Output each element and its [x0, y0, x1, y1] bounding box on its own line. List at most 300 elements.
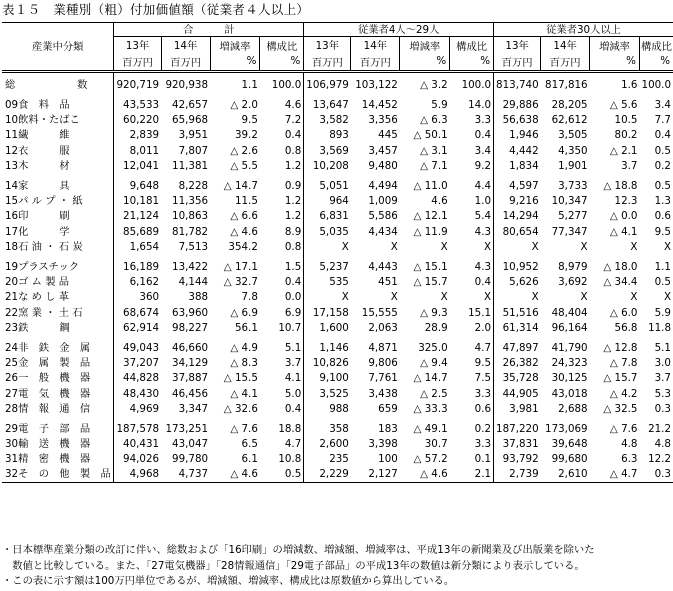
cell-tc: 0.4 — [260, 128, 304, 143]
cell-l14: 43,018 — [551, 387, 588, 400]
cell-l14: 99,680 — [551, 453, 588, 466]
table-row — [2, 224, 673, 239]
cell-tr: 56.1 — [234, 322, 258, 335]
cell-lc: 5.3 — [654, 387, 671, 400]
cell-lr: △ 0.0 — [609, 210, 638, 223]
cell-l13: 44,905 — [502, 387, 539, 400]
composition-header: 構成比 — [266, 40, 298, 53]
cell-t13: 2,839 — [129, 129, 160, 142]
group-small-header: 従業者4人～29人 — [304, 23, 494, 37]
cell-s13: 893 — [329, 129, 349, 142]
industry-name: 18石 油 ・ 石 炭 — [2, 240, 114, 255]
cell-t14: 13,422 — [172, 260, 209, 273]
cell-tc: 8.9 — [260, 224, 304, 239]
cell-t13: 44,828 — [123, 372, 160, 385]
industry-name: 総 数 — [2, 72, 114, 92]
cell-l13: 35,728 — [502, 372, 539, 385]
cell-s14: 4,434 — [368, 225, 398, 238]
cell-lc: 0.2 — [654, 160, 671, 173]
cell-t13: 16,189 — [123, 260, 160, 273]
industry-name: 27電 気 機 器 — [2, 386, 114, 401]
cell-lc: 100.0 — [641, 79, 671, 91]
cell-l14: 96,164 — [551, 322, 588, 335]
cell-t13: 360 — [139, 291, 160, 304]
composition-header: 構成比 — [641, 40, 672, 53]
cell-s13: 1,146 — [319, 341, 349, 354]
cell-sr: 5.9 — [431, 98, 448, 111]
cell-sr: △ 11.0 — [413, 179, 448, 192]
cell-l13: 29,886 — [502, 98, 539, 111]
cell-sc: 15.1 — [450, 305, 494, 320]
cell-sc: 100.0 — [450, 72, 494, 92]
cell-t14: 173,251 — [165, 422, 209, 435]
cell-sc: 0.2 — [450, 421, 494, 436]
cell-s14: 659 — [378, 403, 398, 416]
cell-s13: 235 — [329, 453, 349, 466]
cell-sr: X — [440, 241, 448, 254]
table-row — [2, 355, 673, 370]
year-14-header: 14年 — [161, 37, 210, 56]
cell-lr: △ 32.5 — [603, 403, 638, 416]
value-added-table — [2, 22, 673, 483]
cell-tc: 18.8 — [260, 421, 304, 436]
industry-name: 11繊 維 — [2, 128, 114, 143]
cell-t13: 6,162 — [129, 275, 160, 288]
cell-l14: 817,816 — [545, 79, 588, 91]
cell-t14: 11,356 — [172, 195, 209, 208]
cell-l14: 30,125 — [551, 372, 588, 385]
percent-unit: % — [626, 54, 636, 67]
cell-l14: 4,350 — [558, 144, 588, 157]
cell-tr: △ 8.3 — [230, 356, 258, 369]
cell-s14: 5,586 — [368, 210, 398, 223]
industry-name: 31精 密 機 器 — [2, 452, 114, 467]
cell-lr: 6.3 — [621, 453, 638, 466]
cell-s14: 15,555 — [361, 306, 398, 319]
industry-name: 15パ ル プ ・ 紙 — [2, 193, 114, 208]
cell-t14: 65,968 — [172, 114, 209, 127]
cell-lc: 21.2 — [648, 422, 671, 435]
cell-t13: 12,041 — [123, 160, 160, 173]
cell-sc: 2.0 — [450, 320, 494, 335]
cell-sr: 4.6 — [431, 195, 448, 208]
cell-tr: △ 4.6 — [230, 225, 258, 238]
table-row — [2, 178, 673, 193]
cell-tr: △ 14.7 — [223, 179, 258, 192]
cell-t14: 3,347 — [178, 403, 209, 416]
unit-header: 百万円 — [494, 56, 541, 72]
cell-tc: 0.4 — [260, 274, 304, 289]
cell-tc: 5.1 — [260, 340, 304, 355]
cell-l13: 1,834 — [509, 160, 539, 173]
cell-l14: X — [580, 291, 588, 304]
cell-s13: 964 — [329, 195, 349, 208]
cell-s13: 2,229 — [304, 467, 351, 482]
cell-tc: 0.0 — [260, 290, 304, 305]
cell-t14: 4,144 — [178, 275, 209, 288]
cell-l13: 61,314 — [502, 322, 539, 335]
cell-t13: 43,533 — [123, 98, 160, 111]
cell-s13: 535 — [329, 275, 349, 288]
cell-tc: 0.5 — [260, 467, 304, 482]
cell-lc: 11.8 — [648, 322, 671, 335]
cell-s14: 3,438 — [368, 387, 398, 400]
cell-s13: 3,569 — [319, 144, 349, 157]
industry-name: 29電 子 部 品 — [2, 421, 114, 436]
cell-t13: 9,648 — [129, 179, 160, 192]
cell-t13: 21,124 — [123, 210, 160, 223]
percent-unit: % — [290, 54, 301, 67]
category-header: 産業中分類 — [2, 23, 114, 72]
cell-lr: X — [630, 291, 638, 304]
cell-t13: 85,689 — [123, 225, 160, 238]
cell-sr: △ 7.1 — [420, 160, 448, 173]
cell-lc: 5.1 — [654, 341, 671, 354]
industry-name: 10飲料・たばこ — [2, 112, 114, 127]
cell-l13: 813,740 — [496, 79, 539, 91]
cell-l13: 93,792 — [502, 453, 539, 466]
cell-l13: 56,638 — [502, 114, 539, 127]
year-14-header: 14年 — [541, 37, 590, 56]
cell-lc: 0.5 — [654, 275, 671, 288]
group-total-header: 合 計 — [114, 23, 304, 37]
unit-header: 百万円 — [114, 56, 161, 72]
cell-s13: 1,600 — [319, 322, 349, 335]
table-row — [2, 274, 673, 289]
cell-lr: △ 7.6 — [609, 422, 638, 435]
cell-sr: △ 49.1 — [413, 422, 448, 435]
table-row — [2, 305, 673, 320]
cell-tr: △ 4.6 — [210, 467, 260, 482]
cell-tr: △ 6.6 — [230, 210, 258, 223]
cell-s13: 10,826 — [312, 356, 349, 369]
industry-name: 16印 刷 — [2, 209, 114, 224]
cell-sc: 4.3 — [450, 224, 494, 239]
cell-l14: 2,688 — [558, 403, 588, 416]
cell-sr: △ 15.1 — [413, 260, 448, 273]
industry-name: 23鉄 鋼 — [2, 320, 114, 335]
cell-t14: 7,513 — [178, 241, 209, 254]
cell-tc: 7.2 — [260, 112, 304, 127]
cell-sc: 3.3 — [450, 436, 494, 451]
year-13-header: 13年 — [114, 37, 161, 56]
cell-lr: △ 4.1 — [609, 225, 638, 238]
cell-s14: X — [390, 241, 398, 254]
cell-lr: 12.3 — [614, 195, 638, 208]
cell-l13: 5,626 — [509, 275, 539, 288]
industry-name: 24非 鉄 金 属 — [2, 340, 114, 355]
cell-tc: 4.1 — [260, 371, 304, 386]
cell-t14: 920,938 — [165, 79, 209, 91]
cell-lc: X — [663, 291, 671, 304]
cell-lr: △ 34.4 — [603, 275, 638, 288]
cell-t13: 60,220 — [123, 114, 160, 127]
cell-tr: △ 4.1 — [230, 387, 258, 400]
cell-t13: 48,430 — [123, 387, 160, 400]
table-title: 表１５ 業種別（粗）付加価値額（従業者４人以上） — [2, 2, 310, 17]
cell-s13: 17,158 — [312, 306, 349, 319]
cell-s14: 2,063 — [368, 322, 398, 335]
cell-s13: 6,831 — [319, 210, 349, 223]
cell-s14: 183 — [378, 422, 398, 435]
cell-t14: 98,227 — [172, 322, 209, 335]
cell-lr: △ 18.8 — [603, 179, 638, 192]
cell-sc: 7.5 — [450, 371, 494, 386]
cell-l13: X — [531, 241, 539, 254]
cell-t14: 37,887 — [172, 372, 209, 385]
cell-tr: △ 17.1 — [223, 260, 258, 273]
cell-t14: 42,657 — [172, 98, 209, 111]
cell-tr: △ 6.9 — [230, 306, 258, 319]
cell-s14: 103,122 — [355, 79, 398, 91]
cell-lc: 4.8 — [654, 437, 671, 450]
year-13-header: 13年 — [494, 37, 541, 56]
unit-header: 百万円 — [351, 56, 400, 72]
cell-lr: 3.7 — [621, 160, 638, 173]
cell-s14: 14,452 — [361, 98, 398, 111]
industry-name: 30輸 送 機 器 — [2, 436, 114, 451]
cell-sc: 0.4 — [450, 274, 494, 289]
unit-header: 百万円 — [161, 56, 210, 72]
industry-name: 14家 具 — [2, 178, 114, 193]
cell-lr: △ 15.7 — [603, 372, 638, 385]
cell-s14: 4,871 — [368, 341, 398, 354]
cell-l14: 3,505 — [558, 129, 588, 142]
cell-l14: 1,901 — [558, 160, 588, 173]
cell-t14: 3,951 — [178, 129, 209, 142]
cell-lc: 0.3 — [639, 467, 673, 482]
cell-sr: 325.0 — [418, 341, 448, 354]
cell-sc: 5.4 — [450, 209, 494, 224]
cell-lc: 3.0 — [654, 356, 671, 369]
cell-tr: 9.5 — [241, 114, 258, 127]
cell-s14: 3,356 — [368, 114, 398, 127]
cell-lr: △ 5.6 — [609, 98, 638, 111]
table-row — [2, 97, 673, 112]
cell-t14: 63,960 — [172, 306, 209, 319]
industry-name: 17化 学 — [2, 224, 114, 239]
cell-sr: △ 50.1 — [413, 129, 448, 142]
industry-name: 28情 報 通 信 — [2, 401, 114, 416]
table-row — [2, 259, 673, 274]
cell-tr: 11.5 — [234, 195, 258, 208]
change-rate-header: 増減率 — [409, 40, 441, 53]
cell-s14: 451 — [378, 275, 398, 288]
cell-lc: 0.6 — [654, 210, 671, 223]
cell-l14: 8,979 — [558, 260, 588, 273]
cell-tr: 6.1 — [241, 453, 258, 466]
cell-sc: X — [450, 240, 494, 255]
cell-sr: △ 15.7 — [413, 275, 448, 288]
cell-t14: 46,456 — [172, 387, 209, 400]
footnotes — [2, 543, 671, 590]
cell-sc: 9.5 — [450, 355, 494, 370]
cell-t14: 10,863 — [172, 210, 209, 223]
cell-s14: 9,480 — [368, 160, 398, 173]
cell-sc: X — [450, 290, 494, 305]
cell-s13: X — [341, 241, 349, 254]
cell-lc: 3.4 — [654, 98, 671, 111]
cell-l13: 3,981 — [509, 403, 539, 416]
cell-tr: 39.2 — [234, 129, 258, 142]
cell-l14: 41,790 — [551, 341, 588, 354]
cell-tc: 1.2 — [260, 209, 304, 224]
cell-sr: △ 3.2 — [420, 79, 448, 91]
cell-t14: 46,660 — [172, 341, 209, 354]
cell-sr: △ 9.3 — [420, 306, 448, 319]
cell-sc: 0.4 — [450, 128, 494, 143]
cell-sr: △ 12.1 — [413, 210, 448, 223]
cell-t14: 34,129 — [172, 356, 209, 369]
table-row — [2, 193, 673, 208]
cell-tc: 6.9 — [260, 305, 304, 320]
cell-sc: 2.1 — [450, 467, 494, 482]
cell-sc: 0.6 — [450, 401, 494, 416]
cell-lc: 1.1 — [654, 260, 671, 273]
cell-sr: △ 33.3 — [413, 403, 448, 416]
cell-l14: 3,733 — [558, 179, 588, 192]
cell-tc: 4.7 — [260, 436, 304, 451]
cell-s14: 7,761 — [368, 372, 398, 385]
cell-s13: 2,600 — [319, 437, 349, 450]
cell-sr: X — [440, 291, 448, 304]
table-row — [2, 112, 673, 127]
cell-tr: △ 7.6 — [230, 422, 258, 435]
cell-t13: 4,968 — [114, 467, 161, 482]
cell-t13: 37,207 — [123, 356, 160, 369]
cell-sc: 0.1 — [450, 452, 494, 467]
cell-t13: 40,431 — [123, 437, 160, 450]
cell-sr: △ 9.4 — [420, 356, 448, 369]
industry-name: 09食 料 品 — [2, 97, 114, 112]
footnote-line: ・この表に示す額は100万円単位であるが、増減額、増減率、構成比は原数値から算出している。 — [2, 575, 455, 587]
cell-lr: 56.8 — [614, 322, 638, 335]
cell-s13: 5,035 — [319, 225, 349, 238]
cell-l14: 5,277 — [558, 210, 588, 223]
cell-tr: 7.8 — [241, 291, 258, 304]
cell-s13: 5,051 — [319, 179, 349, 192]
group-large-header: 従業者30人以上 — [494, 23, 673, 37]
cell-lc: 9.5 — [654, 225, 671, 238]
cell-l13: 1,946 — [509, 129, 539, 142]
table-row — [2, 320, 673, 335]
table-body — [2, 72, 673, 483]
cell-tr: △ 5.5 — [230, 160, 258, 173]
cell-s14: 4,494 — [368, 179, 398, 192]
table-row — [2, 421, 673, 436]
table-row — [2, 128, 673, 143]
cell-lr: △ 4.2 — [609, 387, 638, 400]
cell-sr: △ 14.7 — [413, 372, 448, 385]
cell-l13: 187,220 — [496, 422, 539, 435]
table-row — [2, 386, 673, 401]
table-row — [2, 467, 673, 482]
cell-sr: △ 4.6 — [400, 467, 450, 482]
cell-t14: 4,737 — [161, 467, 210, 482]
cell-l13: 4,442 — [509, 144, 539, 157]
cell-s13: 3,525 — [319, 387, 349, 400]
cell-t13: 1,654 — [129, 241, 160, 254]
cell-l14: 77,347 — [551, 225, 588, 238]
cell-t14: 43,047 — [172, 437, 209, 450]
cell-tc: 0.8 — [260, 240, 304, 255]
cell-tc: 1.2 — [260, 159, 304, 174]
cell-t13: 920,719 — [116, 79, 160, 91]
year-14-header: 14年 — [351, 37, 400, 56]
cell-tr: △ 4.9 — [230, 341, 258, 354]
cell-lc: 1.3 — [654, 195, 671, 208]
cell-lr: △ 12.8 — [603, 341, 638, 354]
cell-l13: 4,597 — [509, 179, 539, 192]
cell-t13: 187,578 — [116, 422, 160, 435]
cell-l13: X — [531, 291, 539, 304]
cell-s13: 3,582 — [319, 114, 349, 127]
cell-t14: 11,381 — [172, 160, 209, 173]
cell-s14: 100 — [378, 453, 398, 466]
cell-sr: △ 3.1 — [420, 144, 448, 157]
table-row — [2, 401, 673, 416]
cell-s13: 9,100 — [319, 372, 349, 385]
cell-l14: X — [580, 241, 588, 254]
cell-tr: 1.1 — [241, 79, 258, 91]
cell-t14: 388 — [188, 291, 209, 304]
table-row — [2, 209, 673, 224]
cell-l13: 10,952 — [502, 260, 539, 273]
unit-header: 百万円 — [304, 56, 351, 72]
cell-t13: 8,011 — [129, 144, 160, 157]
cell-sc: 4.3 — [450, 259, 494, 274]
cell-sc: 14.0 — [450, 97, 494, 112]
cell-lr: 10.5 — [614, 114, 638, 127]
cell-tc: 5.0 — [260, 386, 304, 401]
cell-sr: 28.9 — [424, 322, 448, 335]
table-row — [2, 371, 673, 386]
cell-tc: 10.7 — [260, 320, 304, 335]
cell-sc: 3.4 — [450, 143, 494, 158]
cell-tc: 10.8 — [260, 452, 304, 467]
cell-l13: 14,294 — [502, 210, 539, 223]
cell-lc: 3.7 — [654, 372, 671, 385]
industry-name: 25金 属 製 品 — [2, 355, 114, 370]
unit-header: 百万円 — [541, 56, 590, 72]
cell-l14: 173,069 — [545, 422, 588, 435]
cell-l14: 2,610 — [541, 467, 590, 482]
cell-l13: 2,739 — [494, 467, 541, 482]
cell-s13: 106,979 — [306, 79, 349, 91]
cell-t14: 7,807 — [178, 144, 209, 157]
percent-unit: % — [436, 54, 447, 67]
cell-sr: △ 6.3 — [420, 114, 448, 127]
cell-tr: △ 2.0 — [230, 98, 258, 111]
cell-tr: 6.5 — [241, 437, 258, 450]
cell-s14: 1,009 — [368, 195, 398, 208]
cell-lr: 80.2 — [614, 129, 638, 142]
cell-l14: 3,692 — [558, 275, 588, 288]
cell-tc: 3.7 — [260, 355, 304, 370]
cell-lc: 12.2 — [648, 453, 671, 466]
percent-unit: % — [480, 54, 491, 67]
cell-tr: 354.2 — [228, 241, 258, 254]
cell-t14: 99,780 — [172, 453, 209, 466]
footnote-line: ・日本標準産業分類の改訂に伴い、総数および「16印刷」の増減数、増減額、増減率は、平成13年の新聞業及び出版業を除いた — [2, 544, 595, 556]
cell-l13: 47,897 — [502, 341, 539, 354]
cell-sc: 4.4 — [450, 178, 494, 193]
industry-name: 32そ の 他 製 品 — [2, 467, 114, 482]
cell-lr: △ 2.1 — [609, 144, 638, 157]
cell-t13: 49,043 — [123, 341, 160, 354]
cell-tr: △ 15.5 — [223, 372, 258, 385]
cell-l14: 10,347 — [551, 195, 588, 208]
